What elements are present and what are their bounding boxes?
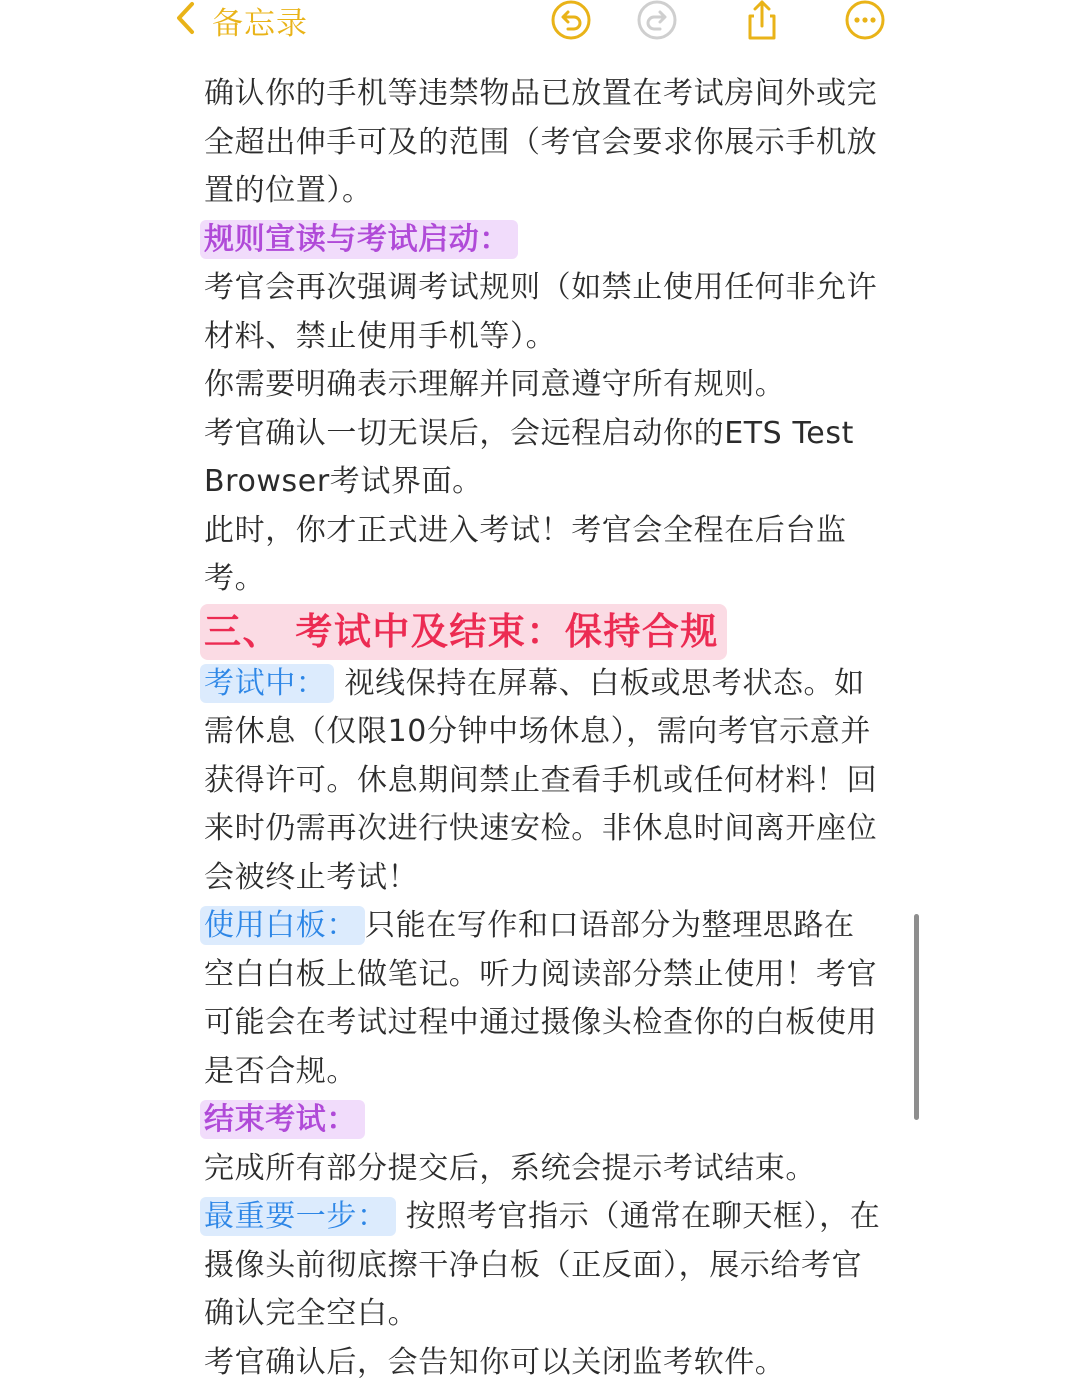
label-rules: 规则宣读与考试启动： [200, 220, 518, 259]
paragraph-submit: 完成所有部分提交后，系统会提示考试结束。 [204, 1150, 816, 1186]
text-key-step: 按照考官指示（通常在聊天框），在摄像头前彻底擦干净白板（正反面），展示给考官确认完全空白。 [204, 1199, 881, 1331]
label-whiteboard: 使用白板： [200, 906, 365, 945]
back-label: 备忘录 [212, 5, 308, 42]
text-during-exam: 视线保持在屏幕、白板或思考状态。如需休息（仅限10分钟中场休息），需向考官示意并获得许可。休息期间禁止查看手机或任何材料！回来时仍需再次进行快速安检。非休息时间离开座位会被终止考试！ [204, 665, 878, 895]
paragraph-phone-placement: 确认你的手机等违禁物品已放置在考试房间外或完全超出伸手可及的范围（考官会要求你展示手机放置的位置）。 [204, 76, 878, 208]
note-toolbar [0, 0, 1080, 44]
share-icon[interactable] [740, 0, 784, 42]
label-key-step: 最重要一步： [200, 1197, 396, 1236]
section-heading: 三、 考试中及结束：保持合规 [200, 604, 727, 660]
paragraph-close-software: 考官确认后，会告知你可以关闭监考软件。 [204, 1344, 786, 1380]
redo-icon[interactable] [635, 0, 679, 42]
more-icon[interactable] [843, 0, 887, 42]
paragraph-whiteboard [204, 902, 884, 1096]
scrollbar[interactable] [914, 914, 919, 1120]
label-during-exam: 考试中： [200, 664, 334, 703]
undo-icon[interactable] [549, 0, 593, 42]
back-button[interactable] [170, 0, 308, 40]
label-end-exam: 结束考试： [200, 1100, 365, 1139]
chevron-left-icon [170, 0, 200, 42]
text-whiteboard: 只能在写作和口语部分为整理思路在空白白板上做笔记。听力阅读部分禁止使用！考官可能会在考试过程中通过摄像头检查你的白板使用是否合规。 [204, 908, 878, 1089]
section-rules [204, 216, 884, 265]
paragraph-agree-rules: 你需要明确表示理解并同意遵守所有规则。 [204, 367, 786, 402]
paragraph-start-browser: 考官确认一切无误后，会远程启动你的ETS Test Browser考试界面。 [204, 415, 854, 499]
paragraph-key-step [204, 1193, 884, 1339]
paragraph-rules-emphasis: 考官会再次强调考试规则（如禁止使用任何非允许材料、禁止使用手机等）。 [204, 270, 878, 354]
paragraph-exam-begins: 此时，你才正式进入考试！考官会全程在后台监考。 [204, 512, 847, 596]
note-body[interactable] [204, 70, 884, 1387]
paragraph-during-exam [204, 660, 884, 903]
section-end-exam [204, 1096, 884, 1145]
